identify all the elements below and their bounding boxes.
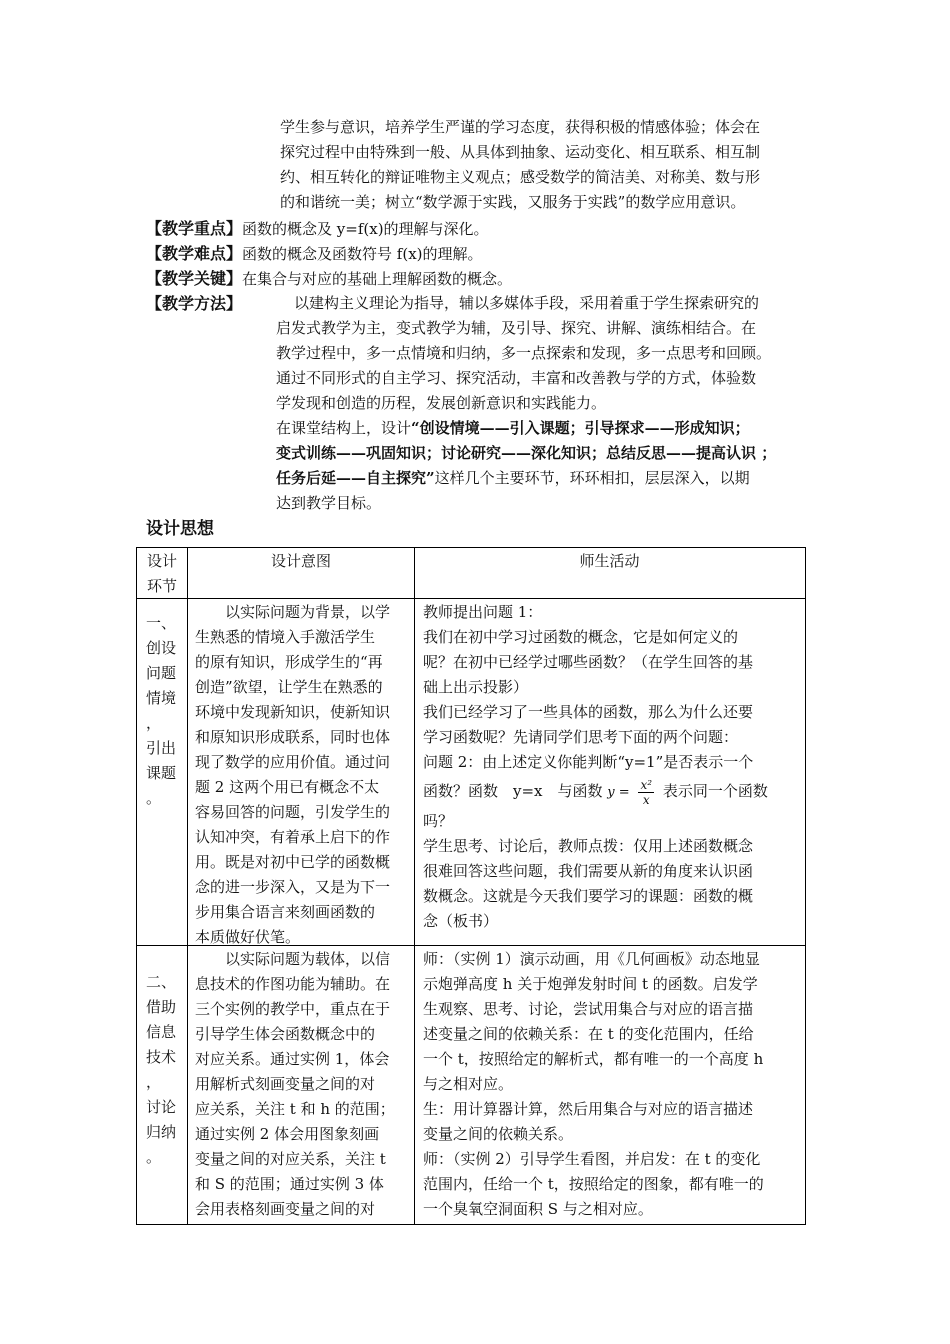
method-line-2: 启发式教学为主，变式教学为辅，及引导、探究、讲解、演练相结合。在 [276,319,757,337]
row1-stage-1: 一、 [146,614,177,632]
row1-stage-6: 引出 [146,739,177,757]
formula-numerator: x² [640,777,653,792]
row2-intent-8: 通过实例 2 体会用图象刻画 [195,1125,380,1143]
row1-intent-11: 用。既是对初中已学的函数概 [195,853,391,871]
row1-intent-13: 步用集合语言来刻画函数的 [195,903,376,921]
row1-activity-10: 很难回答这些问题，我们需要从新的角度来认识函 [423,862,754,880]
row1-activity-3: 呢？在初中已经学过哪些函数？（在学生回答的基 [423,653,754,671]
row1-stage-3: 问题 [146,664,177,682]
header-activity: 师生活动 [579,552,640,570]
row1-intent-6: 和原知识形成联系，同时也体 [195,728,391,746]
row1-intent-1: 以实际问题为背景，以学 [195,603,391,621]
structure-line-1 [276,416,750,441]
formula-fraction [638,778,654,807]
row1-intent-5: 环境中发现新知识，使新知识 [195,703,391,721]
row2-intent-2: 息技术的作图功能为辅助。在 [195,975,391,993]
row2-activity-2: 示炮弹高度 h 关于炮弹发射时间 t 的函数。启发学 [423,975,758,993]
row2-intent-1: 以实际问题为载体，以信 [195,950,391,968]
row1-intent-9: 容易回答的问题，引发学生的 [195,803,391,821]
header-stage-line-2: 环节 [146,577,177,595]
intro-line-3: 约、相互转化的辩证唯物主义观点；感受数学的简洁美、对称美、数与形 [280,168,761,186]
row2-stage-3: 信息 [146,1023,177,1041]
row2-stage-7: 归纳 [146,1123,177,1141]
row1-intent-8: 题 2 这两个用已有概念不太 [195,778,380,796]
structure-line-3 [276,466,750,491]
row2-activity-1: 师：（实例 1）演示动画，用《几何画板》动态地显 [423,950,760,968]
row1-activity-7: 问题 2：由上述定义你能判断“y=1”是否表示一个 [423,753,754,771]
row1-intent-7: 现了数学的应用价值。通过问 [195,753,391,771]
structure-tail: 这样几个主要环节，环环相扣，层层深入，以期 [434,469,750,487]
structure-intro: 在课堂结构上，设计 [276,419,412,437]
structure-bold-2: 变式训练——巩固知识；讨论研究——深化知识；总结反思——提高认识 ； [276,444,777,462]
section-difficulty-text: 函数的概念及函数符号 f(x)的理解。 [242,245,483,263]
row1-activity-6: 学习函数呢？先请同学们思考下面的两个问题： [423,728,739,746]
row2-stage-8: 。 [146,1148,162,1166]
row2-activity-5: 一个 t，按照给定的解析式，都有唯一的一个高度 h [423,1050,764,1068]
row2-stage-6: 讨论 [146,1098,177,1116]
structure-bold-3: 任务后延——自主探究” [276,469,435,487]
row1-intent [195,600,409,950]
intro-line-4: 的和谐统一美；树立“数学源于实践，又服务于实践”的数学应用意识。 [280,193,746,211]
intro-line-1: 学生参与意识，培养学生严谨的学习态度，获得积极的情感体验；体会在 [280,118,761,136]
row2-activity-10: 范围内，任给一个 t，按照给定的图象，都有唯一的 [423,1175,764,1193]
design-table [136,547,806,1225]
row2-intent-3: 三个实例的教学中，重点在于 [195,1000,391,1018]
header-stage-line-1: 设计 [146,552,177,570]
row1-intent-10: 认知冲突，有着承上启下的作 [195,828,391,846]
row1-stage-4: 情境 [146,689,177,707]
row1-activity-1: 教师提出问题 1： [423,603,543,621]
row1-intent-2: 生熟悉的情境入手激活学生 [195,628,376,646]
row2-activity-9: 师：（实例 2）引导学生看图，并启发：在 t 的变化 [423,1150,761,1168]
section-method-label [146,291,242,317]
method-line-4: 通过不同形式的自主学习、探究活动，丰富和改善教与学的方式，体验数 [276,369,757,387]
row2-activity-11: 一个臭氧空洞面积 S 与之相对应。 [423,1200,653,1218]
method-line-3: 教学过程中，多一点情境和归纳，多一点探索和发现，多一点思考和回顾。 [276,344,772,362]
formula-prefix: 函数？函数 y=x 与函数 [423,782,603,800]
row2-stage-5: ， [146,1073,162,1091]
formula-denominator: x [642,792,650,807]
formula-suffix: 表示同一个函数 [662,782,768,800]
row2-stage-1: 二、 [146,973,177,991]
section-difficulty-label: 【教学难点】 [146,244,243,263]
section-key-label: 【教学关键】 [146,269,243,288]
row2-stage-2: 借助 [146,998,177,1016]
table-header-rule [137,598,805,599]
row2-intent-5: 对应关系。通过实例 1，体会 [195,1050,390,1068]
row1-activity [423,600,801,934]
intro-line-2: 探究过程中由特殊到一般、从具体到抽象、运动变化、相互联系、相互制 [280,143,761,161]
row2-activity-4: 述变量之间的依赖关系：在 t 的变化范围内，任给 [423,1025,754,1043]
row1-stage-8: 。 [146,789,162,807]
row1-stage-2: 创设 [146,639,177,657]
section-key-text: 在集合与对应的基础上理解函数的概念。 [242,270,513,288]
row1-intent-14: 本质做好伏笔。 [195,928,301,946]
header-intent: 设计意图 [270,552,331,570]
row1-stage-7: 课题 [146,764,177,782]
row1-formula-line [423,775,801,809]
structure-bold-1: “创设情境——引入课题；引导探求——形成知识； [411,419,750,437]
row2-intent [195,947,409,1222]
row1-stage [146,611,180,811]
row1-activity-5: 我们已经学习了一些具体的函数，那么为什么还要 [423,703,754,721]
row1-activity-12: 念（板书） [423,912,499,930]
row2-intent-11: 会用表格刻画变量之间的对 [195,1200,376,1218]
row2-intent-6: 用解析式刻画变量之间的对 [195,1075,376,1093]
section-method-label-text: 【教学方法】 [146,294,243,313]
row2-stage-4: 技术 [146,1048,177,1066]
table-divider-2 [414,548,415,1224]
row1-stage-5: ， [146,714,162,732]
table-divider-1 [187,548,188,1224]
row1-activity-8: 吗？ [423,812,454,830]
row1-intent-4: 创造”欲望，让学生在熟悉的 [195,678,383,696]
header-stage [137,549,187,599]
method-line-1: 以建构主义理论为指导，辅以多媒体手段，采用着重于学生探索研究的 [294,294,760,312]
section-difficulty [146,241,483,267]
formula-lhs: y = [607,785,630,800]
row1-activity-9: 学生思考、讨论后，教师点拨：仅用上述函数概念 [423,837,754,855]
row2-stage [146,970,180,1170]
section-key [146,266,512,292]
row1-activity-2: 我们在初中学习过函数的概念，它是如何定义的 [423,628,739,646]
row1-intent-3: 的原有知识，形成学生的“再 [195,653,383,671]
section-focus-label: 【教学重点】 [146,219,243,238]
section-focus-text: 函数的概念及 y=f(x)的理解与深化。 [242,220,489,238]
row2-activity-3: 生观察、思考、讨论，尝试用集合与对应的语言描 [423,1000,754,1018]
row2-activity-8: 变量之间的依赖关系。 [423,1125,574,1143]
row2-intent-4: 引导学生体会函数概念中的 [195,1025,376,1043]
row2-intent-9: 变量之间的对应关系，关注 t [195,1150,386,1168]
row2-intent-7: 应关系，关注 t 和 h 的范围； [195,1100,395,1118]
row1-intent-12: 念的进一步深入，又是为下一 [195,878,391,896]
row1-activity-4: 础上出示投影） [423,678,529,696]
row2-intent-10: 和 S 的范围；通过实例 3 体 [195,1175,384,1193]
section-focus [146,216,489,242]
design-title: 设计思想 [146,519,214,539]
row2-activity-6: 与之相对应。 [423,1075,514,1093]
structure-end: 达到教学目标。 [276,494,382,512]
row2-activity [423,947,801,1222]
row2-activity-7: 生：用计算器计算，然后用集合与对应的语言描述 [423,1100,754,1118]
method-line-5: 学发现和创造的历程，发展创新意识和实践能力。 [276,394,607,412]
row1-activity-11: 数概念。这就是今天我们要学习的课题：函数的概 [423,887,754,905]
